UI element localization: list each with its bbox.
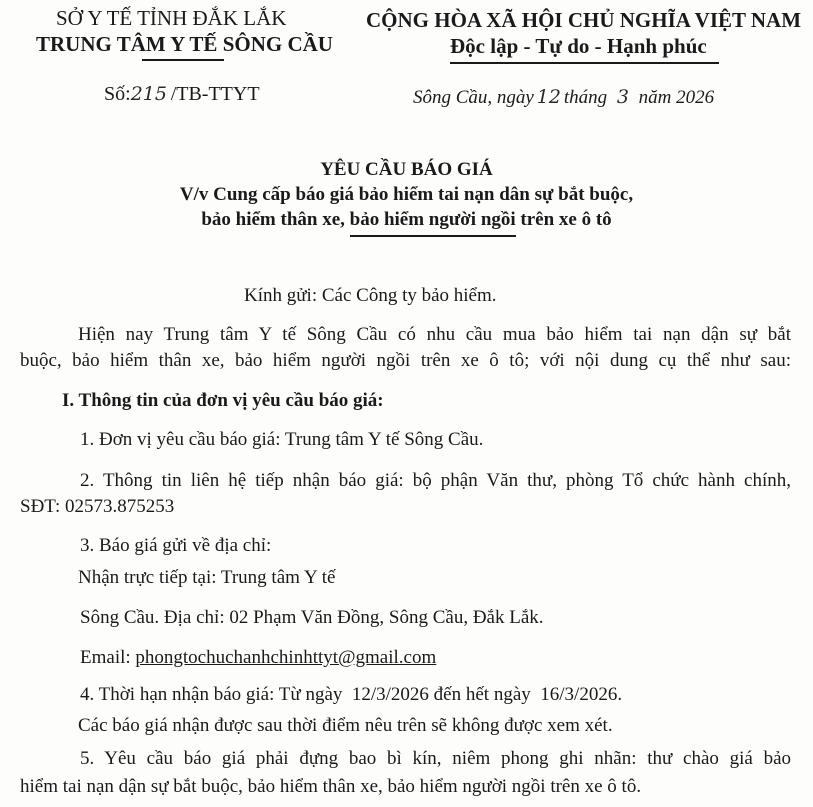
document-date	[413, 86, 714, 109]
intro-line2: buộc, bảo hiểm thân xe, bảo hiểm người ngồi trên xe ô tô; với nội dung cụ thể như sau:	[20, 350, 791, 371]
date-mid: tháng	[563, 87, 608, 108]
greeting: Kính gửi: Các Công ty bảo hiểm.	[244, 285, 497, 306]
item-4-note: Các báo giá nhận được sau thời điểm nêu trên sẽ không được xem xét.	[78, 715, 613, 736]
number-suffix: /TB-TTYT	[170, 83, 260, 105]
item-2-line1: 2. Thông tin liên hệ tiếp nhận báo giá: bộ phận Văn thư, phòng Tổ chức hành chính,	[80, 470, 791, 491]
item-3-receive: Nhận trực tiếp tại: Trung tâm Y tế	[78, 567, 336, 588]
unit-name: TRUNG TÂM Y TẾ SÔNG CẦU	[36, 32, 333, 56]
email-label: Email:	[80, 647, 131, 668]
email-line	[80, 647, 436, 669]
document-title: YÊU CẦU BÁO GIÁ	[320, 159, 493, 180]
item-4: 4. Thời hạn nhận báo giá: Từ ngày 12/3/2026 đến hết ngày 16/3/2026.	[80, 684, 623, 705]
number-prefix: Số:	[104, 83, 131, 105]
item-5-line1: 5. Yêu cầu báo giá phải đựng bao bì kín, niêm phong ghi nhãn: thư chào giá bảo	[80, 748, 791, 769]
agency-name: SỞ Y TẾ TỈNH ĐẮK LẮK	[56, 6, 287, 30]
date-month: 3	[616, 86, 629, 108]
item-3-address: Sông Cầu. Địa chỉ: 02 Phạm Văn Đồng, Sông Cầu, Đắk Lắk.	[80, 607, 544, 628]
item-5-line2: hiểm tai nạn dận sự bắt buộc, bảo hiểm thân xe, bảo hiểm người ngồi trên xe ô tô.	[20, 776, 642, 797]
document-number	[104, 83, 260, 106]
motto: Độc lập - Tự do - Hạnh phúc	[450, 34, 707, 58]
document-subject-line2: bảo hiểm thân xe, bảo hiểm người ngồi trên xe ô tô	[201, 209, 612, 230]
item-1: 1. Đơn vị yêu cầu báo giá: Trung tâm Y tế Sông Cầu.	[80, 429, 484, 450]
motto-underline	[450, 62, 719, 64]
section1-heading: I. Thông tin của đơn vị yêu cầu báo giá:	[62, 390, 384, 411]
item-2-line2: SĐT: 02573.875253	[20, 496, 175, 517]
subject-underline	[350, 235, 516, 237]
unit-underline	[142, 59, 224, 61]
number-handwritten: 215	[130, 83, 167, 105]
date-day: 12	[536, 86, 561, 108]
item-3: 3. Báo giá gửi về địa chỉ:	[80, 535, 272, 556]
date-suffix: năm 2026	[638, 87, 715, 108]
document-subject-line1: V/v Cung cấp báo giá bảo hiểm tai nạn dân sự bắt buộc,	[179, 184, 634, 205]
email-link[interactable]: phongtochuchanhchinhttyt@gmail.com	[135, 647, 437, 668]
intro-line1: Hiện nay Trung tâm Y tế Sông Cầu có nhu cầu mua bảo hiểm tai nạn dận sự bắt	[78, 324, 791, 345]
date-prefix: Sông Cầu, ngày	[413, 87, 534, 108]
nation-name: CỘNG HÒA XÃ HỘI CHỦ NGHĨA VIỆT NAM	[366, 8, 802, 32]
